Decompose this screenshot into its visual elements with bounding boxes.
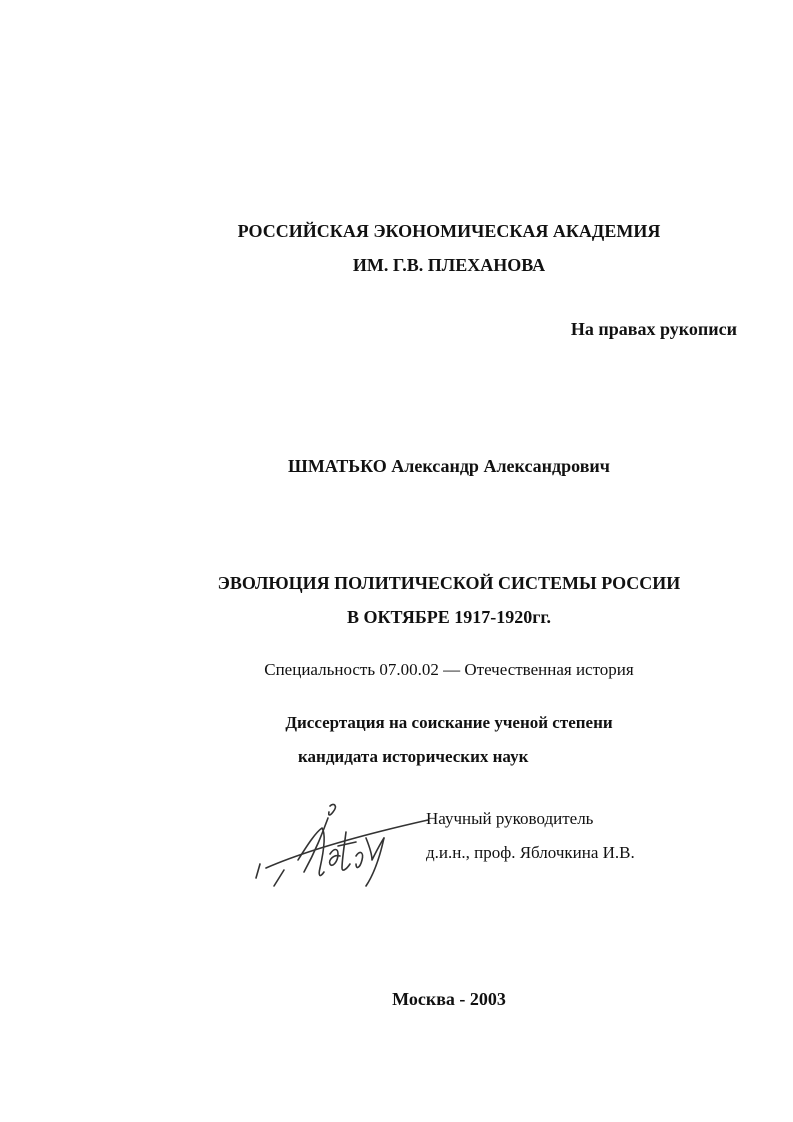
supervisor-label: Научный руководитель	[426, 809, 594, 828]
institution-name-line2: ИМ. Г.В. ПЛЕХАНОВА	[352, 255, 546, 275]
author-surname: ШМАТЬКО	[288, 456, 387, 476]
signature-icon	[238, 798, 438, 893]
degree-statement-line2: кандидата исторических наук	[298, 747, 529, 766]
author-name	[0, 455, 793, 477]
specialty-code: Специальность 07.00.02 — Отечественная история	[264, 660, 634, 679]
author-given-names: Александр Александрович	[391, 456, 610, 476]
supervisor-name: д.и.н., проф. Яблочкина И.В.	[426, 843, 635, 862]
dissertation-title-line1: ЭВОЛЮЦИЯ ПОЛИТИЧЕСКОЙ СИСТЕМЫ РОССИИ	[217, 573, 681, 593]
dissertation-title-line2: В ОКТЯБРЕ 1917-1920гг.	[346, 607, 552, 627]
city-year: Москва - 2003	[392, 989, 506, 1009]
institution-name-line1: РОССИЙСКАЯ ЭКОНОМИЧЕСКАЯ АКАДЕМИЯ	[237, 221, 661, 241]
degree-statement-line1: Диссертация на соискание ученой степени	[285, 713, 613, 732]
manuscript-note: На правах рукописи	[570, 319, 737, 339]
